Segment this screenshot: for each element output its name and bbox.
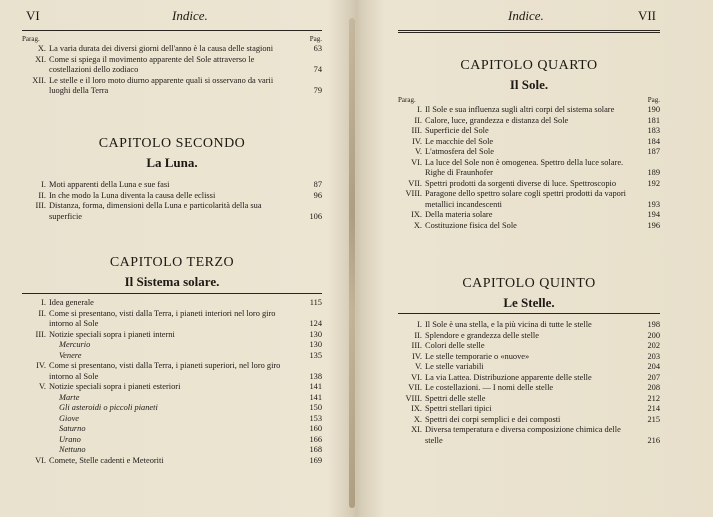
entry-title: Colori delle stelle — [425, 341, 485, 350]
entry-numeral: III. — [35, 329, 46, 339]
parag-label-right: Parag. — [398, 96, 416, 104]
entry-page-number: 192 — [647, 178, 660, 188]
chapter-5-entries — [398, 320, 660, 446]
binding-thread — [349, 18, 355, 508]
entry-title: Urano — [59, 434, 81, 444]
chapter-3-subtitle: Il Sistema solare. — [124, 274, 220, 289]
entry-title: Il Sole e sua influenza sugli altri corpi del sistema solare — [425, 105, 615, 114]
entry-title: Comete, Stelle cadenti e Meteoriti — [49, 455, 164, 465]
entry-page-number: 79 — [313, 86, 322, 95]
entry-page-number: 168 — [309, 445, 322, 454]
entry-page-number: 214 — [647, 404, 660, 413]
entry-page-number: 207 — [647, 372, 660, 382]
entry-numeral: IX. — [411, 404, 422, 413]
pag-label-right: Pag. — [647, 96, 660, 104]
entry-page-number: 87 — [313, 180, 322, 189]
entry-page-number: 193 — [647, 199, 660, 209]
toc-entry — [22, 361, 322, 382]
toc-entry — [22, 44, 322, 55]
toc-entry — [22, 298, 322, 309]
entry-page-number: 181 — [647, 115, 660, 125]
entry-numeral: III. — [411, 126, 422, 135]
entry-numeral: II. — [38, 308, 46, 318]
toc-entry — [398, 425, 660, 446]
toc-entry — [398, 352, 660, 363]
toc-entry — [398, 320, 660, 331]
chapter-5-rule — [398, 313, 660, 314]
entry-page-number: 130 — [309, 329, 322, 339]
entry-numeral: V. — [414, 147, 422, 156]
toc-entry — [22, 393, 322, 404]
entry-numeral: X. — [413, 220, 422, 230]
entry-title: Calore, luce, grandezza e distanza del Sole — [425, 115, 569, 125]
entry-title: Superficie del Sole — [425, 126, 489, 135]
entry-title: Spettri dei corpi semplici e dei composti — [425, 414, 561, 424]
toc-entry — [22, 424, 322, 435]
entry-numeral: II. — [414, 330, 422, 340]
entry-title: Mercurio — [59, 340, 91, 349]
entry-numeral: X. — [37, 44, 46, 53]
entry-title: Come si presentano, visti dalla Terra, i pianeti superiori, nel loro giro intorno al Sole — [49, 361, 281, 381]
entry-title: La via Lattea. Distribuzione apparente delle stelle — [425, 372, 592, 382]
entry-title: Come si presentano, visti dalla Terra, i pianeti interiori nel loro giro intorno al Sole — [49, 308, 276, 328]
chapter-2-subtitle: La Luna. — [146, 155, 198, 170]
entry-numeral: I. — [417, 105, 422, 114]
toc-entry — [22, 382, 322, 393]
toc-entry — [22, 191, 322, 202]
entry-page-number: 141 — [309, 382, 322, 391]
toc-entry — [398, 341, 660, 352]
chapter-4-subtitle: Il Sole. — [509, 77, 549, 92]
toc-entry — [22, 330, 322, 341]
toc-entry — [22, 55, 322, 76]
entry-page-number: 215 — [647, 414, 660, 424]
chapter-3-entries — [22, 298, 322, 466]
entry-title: Come si spiega il movimento apparente del Sole attraverso le costellazioni dello zodiaco — [49, 54, 255, 74]
entry-title: La luce del Sole non è omogenea. Spettro della luce solare. Righe di Fraunhofer — [425, 157, 624, 177]
left-column-labels — [22, 35, 322, 43]
entry-page-number: 150 — [309, 403, 322, 412]
entry-numeral: XII. — [32, 75, 46, 85]
entry-title: Giove — [59, 413, 79, 423]
entry-page-number: 208 — [647, 383, 660, 392]
entry-title: Gli asteroidi o piccoli pianeti — [59, 403, 158, 412]
entry-page-number: 184 — [647, 136, 660, 146]
entry-title: Le macchie del Sole — [425, 136, 494, 146]
toc-entry — [398, 404, 660, 415]
chapter-3-heading — [22, 255, 322, 290]
toc-entry — [398, 158, 660, 179]
entry-page-number: 183 — [647, 126, 660, 135]
entry-numeral: IV. — [36, 361, 46, 370]
entry-title: Spettri delle stelle — [425, 393, 486, 403]
entry-numeral: II. — [38, 190, 46, 200]
toc-entry — [22, 435, 322, 446]
entry-page-number: 190 — [647, 105, 660, 114]
chapter-3-rule — [22, 293, 322, 294]
entry-title: Spettri stellari tipici — [425, 404, 492, 413]
toc-entry — [398, 394, 660, 405]
entry-page-number: 216 — [647, 435, 660, 445]
entry-numeral: V. — [414, 362, 422, 371]
toc-entry — [398, 221, 660, 232]
entry-title: Venere — [59, 350, 82, 360]
left-page — [22, 0, 322, 517]
toc-entry — [398, 126, 660, 137]
entry-title: Notizie speciali sopra i pianeti esteriori — [49, 382, 181, 391]
entry-numeral: X. — [413, 414, 422, 424]
entry-numeral: VIII. — [405, 189, 422, 198]
chapter-5-heading — [398, 276, 660, 311]
toc-entry — [22, 201, 322, 222]
entry-page-number: 196 — [647, 220, 660, 230]
entry-page-number: 74 — [313, 65, 322, 74]
entry-title: Spettri prodotti da sorgenti diverse di luce. Spettroscopio — [425, 178, 617, 188]
entry-page-number: 115 — [309, 298, 322, 307]
entry-title: Notizie speciali sopra i pianeti interni — [49, 329, 175, 339]
entry-title: Idea generale — [49, 298, 94, 307]
entry-page-number: 200 — [647, 330, 660, 340]
right-page-number: VII — [637, 8, 656, 23]
entry-page-number: 194 — [647, 210, 660, 219]
entry-title: La varia durata dei diversi giorni dell'anno è la causa delle stagioni — [49, 44, 274, 53]
toc-entry — [398, 105, 660, 116]
entry-numeral: VI. — [35, 455, 46, 465]
toc-entry — [398, 179, 660, 190]
entry-page-number: 198 — [647, 320, 660, 329]
entry-page-number: 96 — [313, 190, 322, 200]
entry-page-number: 160 — [309, 424, 322, 433]
toc-entry — [22, 414, 322, 425]
toc-entry — [398, 415, 660, 426]
entry-numeral: III. — [411, 341, 422, 350]
entry-page-number: 166 — [309, 434, 322, 444]
toc-entry — [22, 403, 322, 414]
entry-title: Paragone dello spettro solare cogli spettri prodotti da vapori metallici incandescenti — [425, 189, 626, 209]
chapter-5-caption: CAPITOLO QUINTO — [462, 276, 596, 291]
entry-page-number: 63 — [313, 44, 322, 53]
entry-page-number: 106 — [309, 211, 322, 221]
entry-page-number: 141 — [309, 392, 322, 402]
entry-page-number: 130 — [309, 340, 322, 349]
entry-numeral: VI. — [411, 157, 422, 167]
entry-numeral: I. — [41, 180, 46, 189]
right-running-title: Indice. — [508, 8, 544, 23]
entry-numeral: IX. — [411, 210, 422, 219]
entry-numeral: VII. — [408, 178, 422, 188]
entry-page-number: 187 — [647, 147, 660, 156]
right-running-head — [398, 8, 660, 26]
chapter-3-caption: CAPITOLO TERZO — [109, 255, 235, 270]
entry-title: Marte — [59, 392, 80, 402]
entry-title: Della materia solare — [425, 210, 493, 219]
chapter-2-heading — [22, 136, 322, 171]
entry-title: Distanza, forma, dimensioni della Luna e particolarità della sua superficie — [49, 201, 262, 221]
entry-page-number: 202 — [647, 341, 660, 350]
entry-title: L'atmosfera del Sole — [425, 147, 494, 156]
entry-title: Nettuno — [59, 445, 86, 454]
chapter-4-heading — [398, 58, 660, 93]
toc-entry — [398, 210, 660, 221]
entry-title: Splendore e grandezza delle stelle — [425, 330, 539, 340]
entry-title: Il Sole è una stella, e la più vicina di tutte le stelle — [425, 320, 592, 329]
entry-numeral: I. — [417, 320, 422, 329]
entry-page-number: 135 — [309, 350, 322, 360]
chapter-2-caption: CAPITOLO SECONDO — [98, 136, 246, 151]
entry-title: Saturno — [59, 424, 86, 433]
entry-page-number: 169 — [309, 455, 322, 465]
entry-numeral: VIII. — [405, 393, 422, 403]
pag-label: Pag. — [309, 35, 322, 43]
toc-entry — [398, 137, 660, 148]
entry-page-number: 124 — [309, 319, 322, 328]
toc-entry — [22, 340, 322, 351]
entry-page-number: 153 — [309, 413, 322, 423]
chapter-2-entries — [22, 180, 322, 222]
left-top-entries — [22, 44, 322, 97]
entry-page-number: 204 — [647, 362, 660, 371]
entry-numeral: VI. — [411, 372, 422, 382]
toc-entry — [22, 76, 322, 97]
toc-entry — [398, 331, 660, 342]
entry-title: Le stelle e il loro moto diurno apparente quali si osservano da varii luoghi della Terra — [49, 75, 274, 95]
right-page — [398, 0, 660, 517]
entry-title: In che modo la Luna diventa la causa delle eclissi — [49, 190, 216, 200]
toc-entry — [22, 445, 322, 456]
toc-entry — [22, 180, 322, 191]
toc-entry — [398, 189, 660, 210]
toc-entry — [398, 383, 660, 394]
toc-entry — [398, 373, 660, 384]
chapter-4-entries — [398, 105, 660, 231]
toc-entry — [22, 456, 322, 467]
toc-entry — [22, 351, 322, 362]
entry-page-number: 189 — [647, 168, 660, 177]
entry-title: Diversa temperatura e diversa composizione chimica delle stelle — [425, 425, 621, 445]
toc-entry — [22, 309, 322, 330]
entry-title: Costituzione fisica del Sole — [425, 220, 517, 230]
right-column-labels — [398, 96, 660, 104]
entry-numeral: I. — [41, 298, 46, 307]
entry-numeral: XI. — [35, 54, 46, 64]
left-head-rule — [22, 30, 322, 31]
entry-numeral: VII. — [408, 383, 422, 392]
left-running-title: Indice. — [172, 8, 208, 23]
right-head-rule — [398, 30, 660, 33]
entry-page-number: 138 — [309, 371, 322, 381]
chapter-5-subtitle: Le Stelle. — [503, 295, 555, 310]
entry-title: Moti apparenti della Luna e sue fasi — [49, 180, 170, 189]
left-page-number: VI — [26, 8, 40, 23]
entry-numeral: XI. — [411, 425, 422, 434]
entry-numeral: II. — [414, 115, 422, 125]
entry-numeral: III. — [35, 201, 46, 210]
toc-entry — [398, 362, 660, 373]
chapter-4-caption: CAPITOLO QUARTO — [460, 58, 598, 73]
entry-numeral: IV. — [412, 136, 422, 146]
entry-title: Le costellazioni. — I nomi delle stelle — [425, 383, 554, 392]
toc-entry — [398, 147, 660, 158]
parag-label: Parag. — [22, 35, 40, 43]
toc-entry — [398, 116, 660, 127]
entry-title: Le stelle temporarie o «nuove» — [425, 351, 530, 361]
entry-page-number: 203 — [647, 351, 660, 361]
entry-title: Le stelle variabili — [425, 362, 484, 371]
entry-numeral: V. — [38, 382, 46, 391]
left-running-head — [22, 8, 322, 26]
entry-page-number: 212 — [647, 393, 660, 403]
entry-numeral: IV. — [412, 351, 422, 361]
